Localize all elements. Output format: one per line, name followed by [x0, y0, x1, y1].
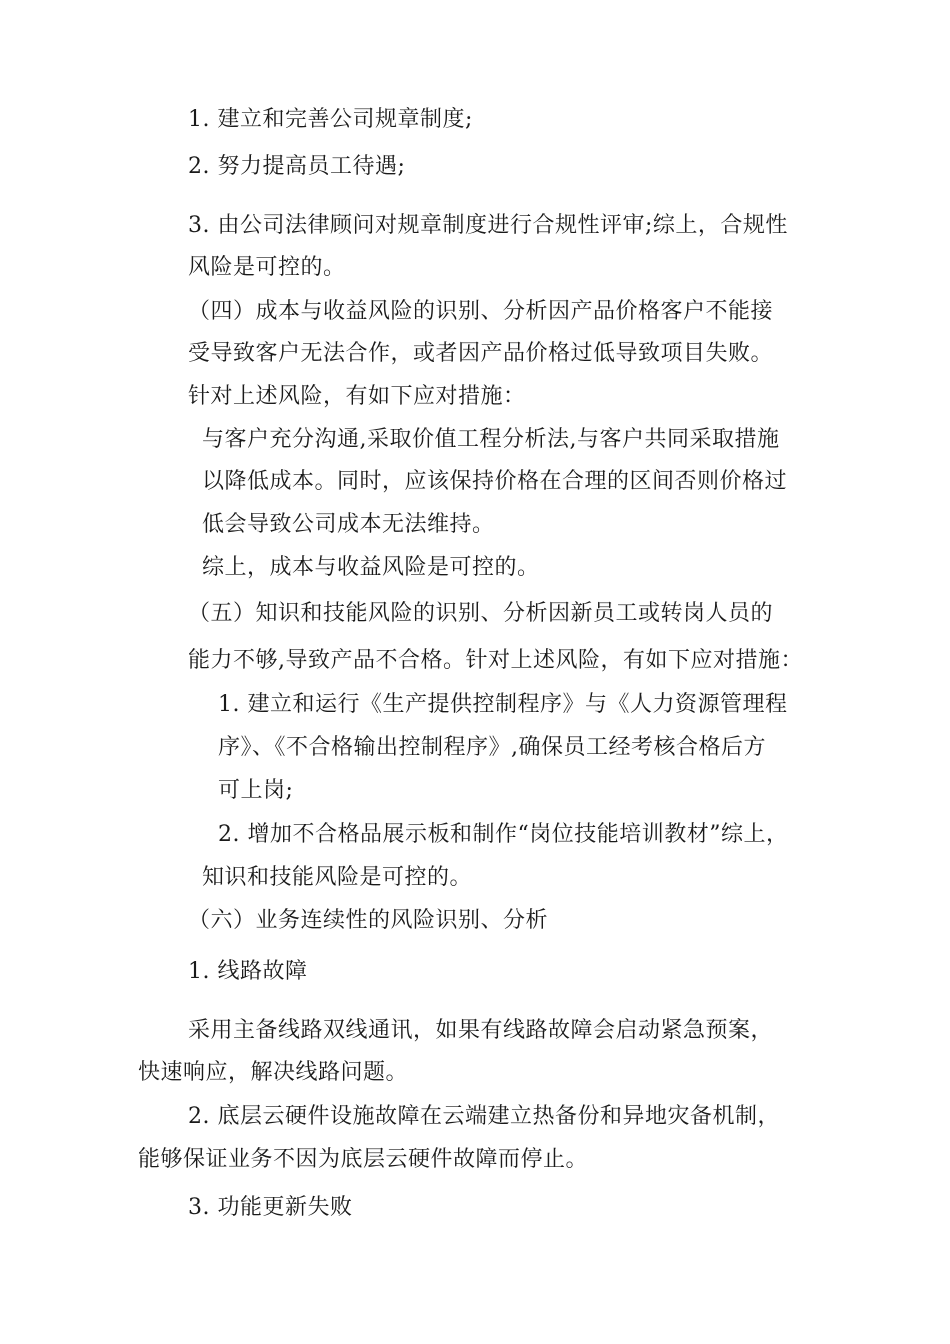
text-line-4: 风险是可控的。: [188, 255, 346, 280]
section-heading-5: （五）知识和技能风险的识别、分析因新员工或转岗人员的: [188, 601, 774, 626]
text-line-8: 与客户充分沟通,采取价值工程分析法,与客户共同采取措施: [202, 427, 780, 452]
text-line-13: 能力不够,导致产品不合格。针对上述风险，有如下应对措施：: [188, 648, 803, 673]
text-line-3: 3. 由公司法律顾问对规章制度进行合规性评审;综上，合规性: [188, 213, 788, 238]
text-line-18: 知识和技能风险是可控的。: [202, 865, 473, 890]
text-line-24: 能够保证业务不因为底层云硬件故障而停止。: [138, 1147, 589, 1172]
text-line-6: 受导致客户无法合作，或者因产品价格过低导致项目失败。: [188, 341, 774, 366]
text-line-2: 2. 努力提高员工待遇;: [188, 154, 406, 179]
text-line-7: 针对上述风险，有如下应对措施：: [188, 384, 526, 409]
text-line-14: 1. 建立和运行《生产提供控制程序》与《人力资源管理程: [218, 692, 788, 717]
text-line-16: 可上岗;: [218, 778, 294, 803]
text-line-20: 1. 线路故障: [188, 959, 308, 984]
section-heading-6: （六）业务连续性的风险识别、分析: [188, 908, 549, 933]
text-line-1: 1. 建立和完善公司规章制度;: [188, 107, 473, 132]
text-line-17: 2. 增加不合格品展示板和制作“岗位技能培训教材”综上，: [218, 822, 789, 847]
text-line-21: 采用主备线路双线通讯，如果有线路故障会启动紧急预案，: [188, 1018, 774, 1043]
text-line-22: 快速响应，解决线路问题。: [138, 1060, 409, 1085]
text-line-11: 综上，成本与收益风险是可控的。: [202, 555, 540, 580]
section-heading-4: （四）成本与收益风险的识别、分析因产品价格客户不能接: [188, 299, 774, 324]
text-line-25: 3. 功能更新失败: [188, 1195, 353, 1220]
text-line-10: 低会导致公司成本无法维持。: [202, 512, 495, 537]
text-line-9: 以降低成本。同时，应该保持价格在合理的区间否则价格过: [202, 469, 788, 494]
text-line-15: 序》、《不合格输出控制程序》,确保员工经考核合格后方: [218, 735, 766, 760]
text-line-23: 2. 底层云硬件设施故障在云端建立热备份和异地灾备机制，: [188, 1104, 780, 1129]
